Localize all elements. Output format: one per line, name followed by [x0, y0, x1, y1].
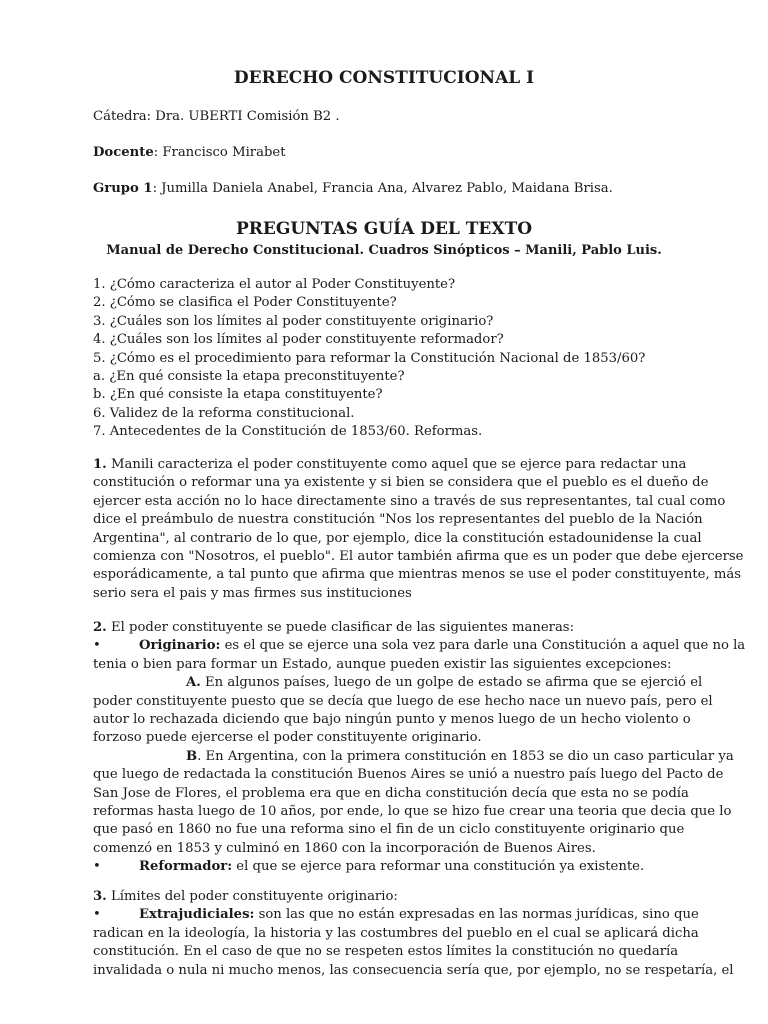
exception-b-label: B [186, 748, 198, 764]
exception-b-text: reformas hasta luego de 10 años, por ende, lo que se hizo fue crear una teoria que decia que lo [93, 804, 732, 820]
reformador-label: Reformador: [139, 859, 233, 875]
docente-label: Docente [93, 145, 154, 160]
questions-list [93, 276, 683, 442]
exception-b-text: comenzó en 1853 y culminó en 1860 con la incorporación de Buenos Aires. [93, 840, 596, 856]
grupo-line [93, 181, 613, 196]
originario-text: es el que se ejerce una sola vez para darle una Constitución a aquel que no la [220, 638, 746, 654]
answer-1-line: dice el preámbulo de nuestra constitución "Nos los representantes del pueblo de la Nación [93, 512, 703, 528]
question-item: b. ¿En qué consiste la etapa constituyente? [93, 387, 383, 403]
question-item: 3. ¿Cuáles son los límites al poder constituyente originario? [93, 313, 494, 329]
question-item: 1. ¿Cómo caracteriza el autor al Poder Constituyente? [93, 277, 456, 292]
exception-a-text: En algunos países, luego de un golpe de estado se afirma que se ejerció el [200, 675, 703, 691]
question-item: 2. ¿Cómo se clasifica el Poder Constituyente? [93, 295, 397, 311]
answer-1-line: constitución o reformar una ya existente y si bien se considera que el pueblo es el dueño de [93, 475, 709, 491]
answer-1-line: Argentina", al contrario de lo que, por ejemplo, dice la constitución estadounidense la cual [93, 530, 702, 546]
answer-2 [93, 619, 746, 877]
answer-1 [93, 456, 744, 603]
answer-1-line: Manili caracteriza el poder constituyente como aquel que se ejerce para redactar una [106, 457, 687, 472]
exception-a-text: autor lo rechazada diciendo que bajo ningún punto y menos luego de un hecho violento o [93, 712, 691, 728]
question-item: 5. ¿Cómo es el procedimiento para reformar la Constitución Nacional de 1853/60? [93, 350, 646, 366]
exception-b-text: que pasó en 1860 no fue una reforma sino el fin de un ciclo constituyente originario que [93, 822, 685, 838]
exception-a-label: A. [186, 675, 201, 691]
question-item: 4. ¿Cuáles son los límites al poder constituyente reformador? [93, 332, 504, 348]
bullet: • [93, 907, 101, 923]
answer-3-intro: Límites del poder constituyente originario: [106, 889, 398, 904]
extrajudiciales-label: Extrajudiciales: [139, 907, 255, 923]
exception-b-text: San Jose de Flores, el problema era que en dicha constitución decía que esta no se podía [93, 785, 689, 801]
bullet: • [93, 638, 101, 654]
answer-1-line: comienza con "Nosotros, el pueblo". El autor también afirma que es un poder que debe ejercerse [93, 549, 744, 565]
document-title: DERECHO CONSTITUCIONAL I [233, 68, 535, 88]
originario-label: Originario: [139, 638, 221, 654]
answer-1-line: esporádicamente, a tal punto que afirma que mientras menos se use el poder constituyente, más [93, 567, 741, 583]
guia-subtitle: Manual de Derecho Constitucional. Cuadros Sinópticos – Manili, Pablo Luis. [106, 243, 662, 258]
catedra-line: Cátedra: Dra. UBERTI Comisión B2 . [93, 109, 340, 124]
question-item: a. ¿En qué consiste la etapa preconstituyente? [93, 369, 405, 385]
answer-1-line: ejercer esta acción no lo hace directamente sino a través de sus representantes, tal cual como [93, 493, 726, 509]
grupo-label: Grupo 1 [93, 181, 153, 196]
answer-3-number: 3. [93, 889, 107, 904]
question-item: 7. Antecedentes de la Constitución de 1853/60. Reformas. [93, 424, 483, 440]
extrajudiciales-text: constitución. En el caso de que no se respeten estos límites la constitución no quedaría [93, 944, 679, 960]
exception-a-text: poder constituyente puesto que se decía que luego de ese hecho nace un nuevo país, pero el [93, 693, 713, 709]
guia-title: PREGUNTAS GUÍA DEL TEXTO [235, 219, 533, 239]
exception-a-text: forzoso puede ejercerse el poder constituyente originario. [93, 730, 482, 746]
docente-line [93, 145, 286, 160]
extrajudiciales-text: radican en la ideología, la historia y las costumbres del pueblo en el cual se aplicará dicha [93, 925, 699, 941]
originario-text: tenia o bien para formar un Estado, aunque pueden existir las siguientes excepciones: [93, 656, 672, 672]
question-item: 6. Validez de la reforma constitucional. [93, 405, 355, 421]
answer-2-intro: El poder constituyente se puede clasificar de las siguientes maneras: [106, 620, 575, 635]
docente-value: : Francisco Mirabet [153, 145, 286, 160]
extrajudiciales-text: invalidada o nula ni mucho menos, las consecuencia sería que, por ejemplo, no se respetaría, el [93, 962, 734, 978]
grupo-value: : Jumilla Daniela Anabel, Francia Ana, Alvarez Pablo, Maidana Brisa. [152, 181, 613, 196]
extrajudiciales-text: son las que no están expresadas en las normas jurídicas, sino que [254, 907, 699, 923]
answer-2-number: 2. [93, 620, 107, 635]
exception-b-text: que luego de redactada la constitución Buenos Aires se unió a nuestro país luego del Pacto de [93, 767, 724, 783]
reformador-text: el que se ejerce para reformar una constitución ya existente. [232, 859, 645, 875]
bullet: • [93, 859, 101, 875]
answer-1-line: serio sera el pais y mas firmes sus instituciones [93, 585, 412, 601]
answer-3 [93, 888, 734, 980]
exception-b-text: . En Argentina, con la primera constitución en 1853 se dio un caso particular ya [197, 748, 734, 764]
answer-1-number: 1. [93, 457, 107, 472]
